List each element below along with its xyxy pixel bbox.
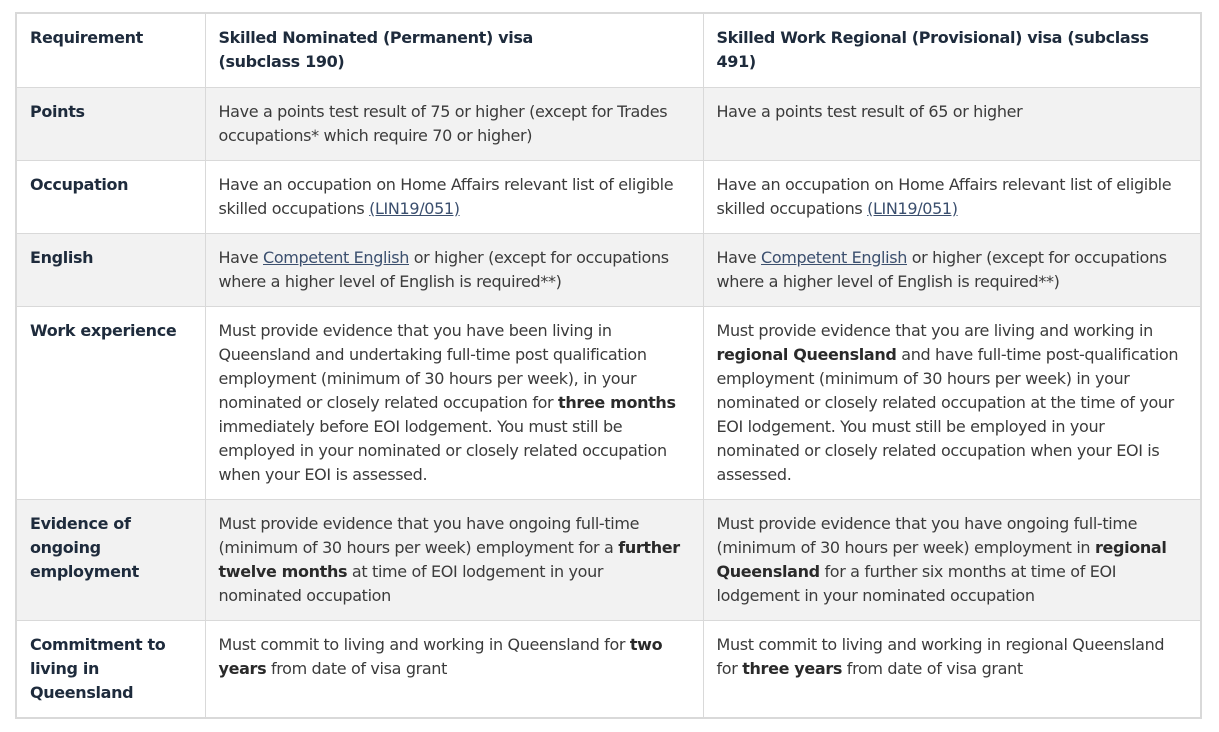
header-190-subclass: (subclass 190): [218, 52, 345, 71]
header-190-title: Skilled Nominated (Permanent) visa: [218, 28, 533, 47]
emphasis-text: three months: [558, 392, 676, 412]
text-segment: at time of EOI lodgement in your nominated occupation: [218, 561, 604, 605]
requirement-label: Points: [16, 87, 205, 160]
text-segment: Must provide evidence that you are living and working in: [716, 320, 1153, 340]
text-segment: Must provide evidence that you have ongoing full-time (minimum of 30 hours per week) employment in: [716, 513, 1138, 557]
english-190-pre: Have: [218, 247, 263, 267]
requirement-label: Occupation: [16, 160, 205, 233]
commitment-190-cell: [205, 620, 703, 718]
commitment-491-cell: [703, 620, 1201, 718]
emphasis-text: three years: [742, 658, 843, 678]
header-subclass-190: [205, 13, 703, 87]
english-190-post: or higher (except for occupations where a higher level of English is required**): [218, 247, 669, 291]
visa-requirements-table: [15, 12, 1202, 719]
english-491-post: or higher (except for occupations where a higher level of English is required**): [716, 247, 1167, 291]
english-491-cell: [703, 233, 1201, 306]
text-segment: Must provide evidence that you have ongoing full-time (minimum of 30 hours per week) employment for a: [218, 513, 640, 557]
emphasis-text: regional Queensland: [716, 344, 897, 364]
occupation-190-cell: [205, 160, 703, 233]
occupation-190-text: Have an occupation on Home Affairs relevant list of eligible skilled occupations: [218, 174, 674, 218]
table-row-work-experience: [16, 306, 1201, 499]
text-segment: Must provide evidence that you have been living in Queensland and undertaking full-time post qualification employment (minimum of 30 hours per week), in your nominated or closely related occupation for: [218, 320, 647, 412]
competent-english-link[interactable]: Competent English: [761, 247, 907, 267]
table-row-ongoing-employment: [16, 499, 1201, 620]
ongoing-190-cell: [205, 499, 703, 620]
table-row-commitment: [16, 620, 1201, 718]
points-491-cell: Have a points test result of 65 or higher: [703, 87, 1201, 160]
text-segment: for a further six months at time of EOI lodgement in your nominated occupation: [716, 561, 1117, 605]
emphasis-text: regional Queensland: [716, 537, 1167, 581]
requirement-label: Evidence of ongoing employment: [16, 499, 205, 620]
work-experience-491-cell: [703, 306, 1201, 499]
requirement-label: English: [16, 233, 205, 306]
table-row-occupation: [16, 160, 1201, 233]
text-segment: and have full-time post-qualification employment (minimum of 30 hours per week) in your nominated or closely related occupation at the time of your EOI lodgement. You must still be employed in your nominated or closely related occupation when your EOI is assessed.: [716, 344, 1179, 484]
lin19-051-link[interactable]: (LIN19/051): [369, 198, 460, 218]
competent-english-link[interactable]: Competent English: [263, 247, 409, 267]
ongoing-491-cell: [703, 499, 1201, 620]
requirement-label: Work experience: [16, 306, 205, 499]
table-row-english: [16, 233, 1201, 306]
english-190-cell: [205, 233, 703, 306]
english-491-pre: Have: [716, 247, 761, 267]
text-segment: immediately before EOI lodgement. You must still be employed in your nominated or closely related occupation when your EOI is assessed.: [218, 416, 667, 484]
header-subclass-491: Skilled Work Regional (Provisional) visa (subclass 491): [703, 13, 1201, 87]
requirements-table-container: [15, 12, 1202, 719]
table-row-points: [16, 87, 1201, 160]
header-requirement: Requirement: [16, 13, 205, 87]
lin19-051-link[interactable]: (LIN19/051): [867, 198, 958, 218]
text-segment: Must commit to living and working in Queensland for: [218, 634, 630, 654]
text-segment: Must commit to living and working in regional Queensland for: [716, 634, 1165, 678]
occupation-491-text: Have an occupation on Home Affairs relevant list of eligible skilled occupations: [716, 174, 1172, 218]
work-experience-190-cell: [205, 306, 703, 499]
text-segment: from date of visa grant: [266, 658, 448, 678]
requirement-label: Commitment to living in Queensland: [16, 620, 205, 718]
table-header-row: [16, 13, 1201, 87]
text-segment: from date of visa grant: [842, 658, 1023, 678]
points-190-cell: Have a points test result of 75 or higher (except for Trades occupations* which require 70 or higher): [205, 87, 703, 160]
emphasis-text: further twelve months: [218, 537, 680, 581]
occupation-491-cell: [703, 160, 1201, 233]
emphasis-text: two years: [218, 634, 663, 678]
